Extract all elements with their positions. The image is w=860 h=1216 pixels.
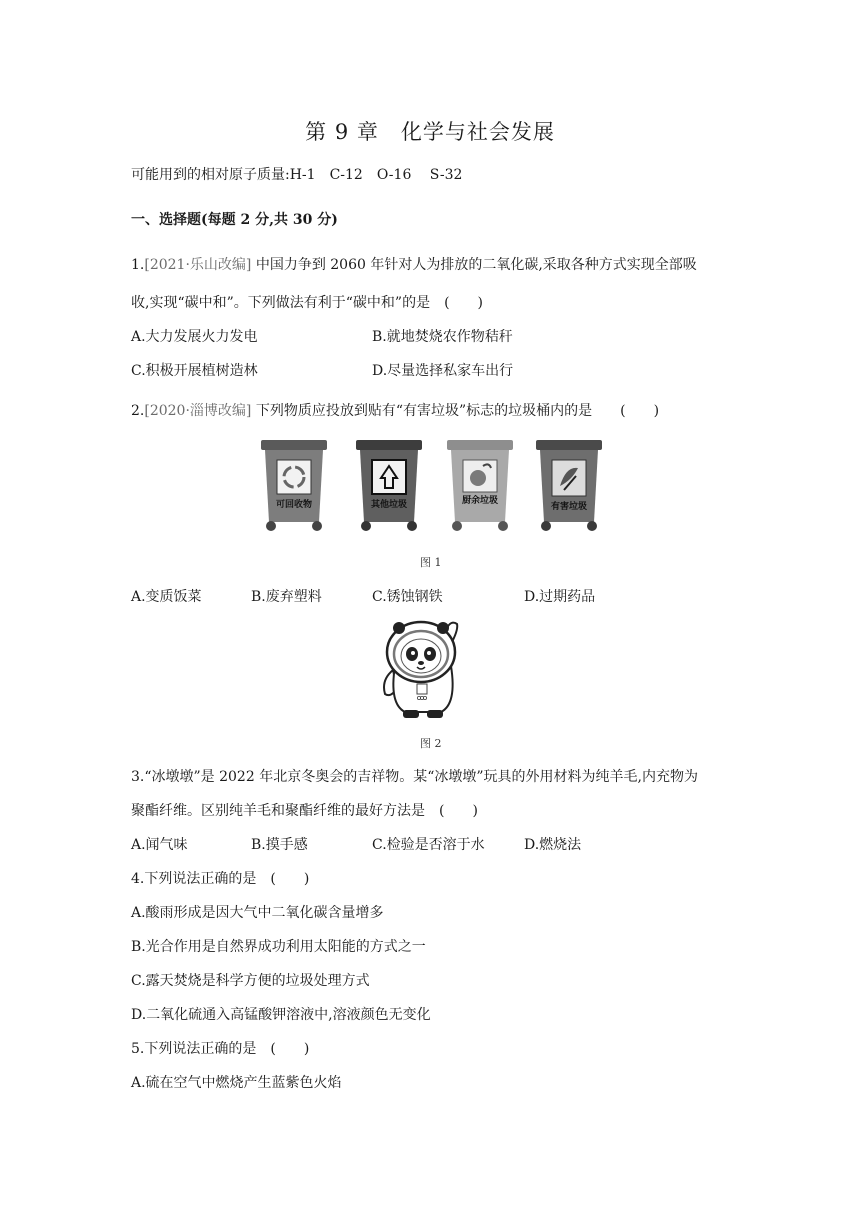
page-title: 第 9 章 化学与社会发展 (305, 120, 555, 144)
question-3-line-1: 3.“冰墩墩”是 2022 年北京冬奥会的吉祥物。某“冰墩墩”玩具的外用材料为纯羊毛,内充物为 (131, 769, 698, 785)
q3-option-a: A.闻气味 (131, 837, 188, 853)
q3-option-d: D.燃烧法 (524, 837, 582, 853)
q4-option-c: C.露天焚烧是科学方便的垃圾处理方式 (131, 973, 370, 989)
figure-2-mascot-illustration (375, 614, 471, 722)
other-waste-bin (356, 440, 422, 531)
q4-option-b: B.光合作用是自然界成功利用太阳能的方式之一 (131, 939, 426, 955)
q4-option-d: D.二氧化硫通入高锰酸钾溶液中,溶液颜色无变化 (131, 1007, 431, 1023)
question-5-stem: 5.下列说法正确的是 ( ) (131, 1041, 310, 1057)
bin-label-hazardous: 有害垃圾 (550, 502, 588, 512)
figure-1-caption: 图 1 (420, 556, 442, 569)
question-2-source: [2020·淄博改编] (144, 403, 252, 419)
kitchen-waste-bin (447, 440, 513, 531)
question-1-source: [2021·乐山改编] (144, 257, 252, 273)
question-1-line-1 (131, 254, 697, 274)
question-3-line-2: 聚酯纤维。区别纯羊毛和聚酯纤维的最好方法是 ( ) (131, 803, 478, 819)
question-1-line-2: 收,实现“碳中和”。下列做法有利于“碳中和”的是 ( ) (131, 295, 484, 311)
atomic-masses-note: 可能用到的相对原子质量:H-1 C-12 O-16 S-32 (131, 167, 463, 183)
question-1-text: 中国力争到 2060 年针对人为排放的二氧化碳,采取各种方式实现全部吸 (251, 257, 697, 273)
question-2-number: 2. (131, 403, 145, 419)
question-4-stem: 4.下列说法正确的是 ( ) (131, 871, 310, 887)
section-heading: 一、选择题(每题 2 分,共 30 分) (131, 212, 338, 228)
question-2-text: 下列物质应投放到贴有“有害垃圾”标志的垃圾桶内的是 ( ) (251, 403, 660, 419)
figure-2-caption: 图 2 (420, 737, 442, 750)
q3-option-c: C.检验是否溶于水 (372, 837, 485, 853)
figure-1-garbage-bins (255, 436, 605, 536)
q3-option-b: B.摸手感 (251, 837, 308, 853)
q5-option-a: A.硫在空气中燃烧产生蓝紫色火焰 (131, 1075, 342, 1091)
q2-option-c: C.锈蚀钢铁 (372, 589, 443, 605)
q4-option-a: A.酸雨形成是因大气中二氧化碳含量增多 (131, 905, 384, 921)
q1-option-d: D.尽量选择私家车出行 (372, 363, 514, 379)
q1-option-a: A.大力发展火力发电 (131, 329, 258, 345)
q2-option-d: D.过期药品 (524, 589, 596, 605)
hazardous-waste-bin (536, 440, 602, 531)
recyclable-bin (261, 440, 327, 531)
question-2-line-1 (131, 400, 659, 420)
bin-label-other: 其他垃圾 (370, 500, 408, 510)
q2-option-a: A.变质饭菜 (131, 589, 202, 605)
q1-option-b: B.就地焚烧农作物秸秆 (372, 329, 513, 345)
q1-option-c: C.积极开展植树造林 (131, 363, 258, 379)
question-1-number: 1. (131, 257, 145, 273)
q2-option-b: B.废弃塑料 (251, 589, 322, 605)
bin-label-recyclable: 可回收物 (275, 500, 313, 510)
bin-label-kitchen: 厨余垃圾 (461, 496, 499, 506)
